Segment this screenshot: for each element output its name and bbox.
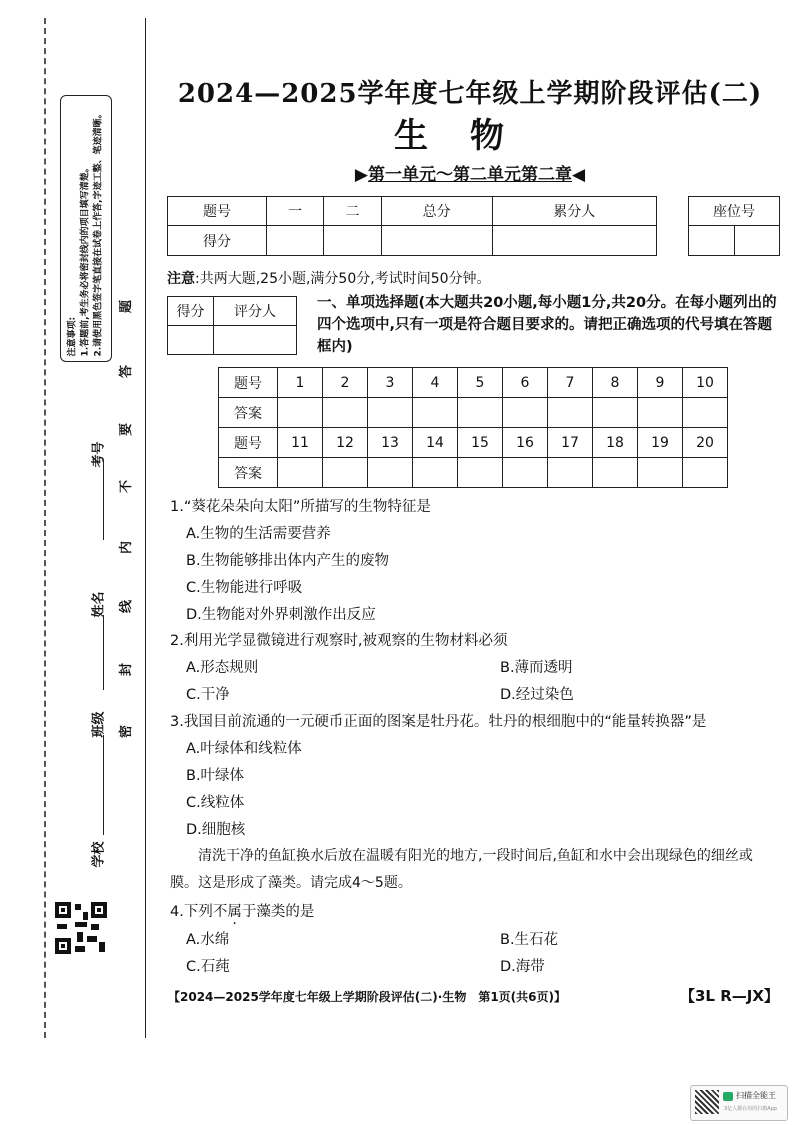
answer-cell[interactable] (458, 398, 503, 428)
exam-no-label: 考号 (91, 441, 107, 468)
question-3-option-b[interactable]: B.叶绿体 (186, 768, 245, 784)
scanner-app-icon (723, 1092, 733, 1101)
seat-table (688, 196, 780, 256)
note-text: :共两大题,25小题,满分50分,考试时间50分钟。 (195, 271, 491, 287)
seal-line (145, 18, 146, 1038)
seat-cell[interactable] (689, 226, 735, 256)
answer-cell[interactable] (368, 458, 413, 488)
answer-cell[interactable] (458, 458, 503, 488)
score-cell[interactable] (324, 226, 381, 256)
question-4-option-c[interactable]: C.石莼 (186, 959, 230, 975)
subject-title: 生物 (394, 116, 546, 156)
question-1-option-c[interactable]: C.生物能进行呼吸 (186, 580, 303, 596)
notice-box (60, 95, 112, 362)
grader-score-cell[interactable] (168, 326, 214, 355)
seal-char: 答 (119, 364, 135, 379)
name-field[interactable] (103, 615, 104, 690)
answer-cell[interactable] (503, 458, 548, 488)
section1-instructions: 一、单项选择题(本大题共20小题,每小题1分,共20分。在每小题列出的四个选项中,只有一项是符合题目要求的。请把正确选项的代号填在答题框内) (317, 295, 777, 355)
seal-char: 线 (119, 599, 135, 614)
score-col-header: 累分人 (492, 197, 656, 226)
answer-cell[interactable] (548, 458, 593, 488)
triangle-left-icon: ◀ (572, 165, 586, 185)
answer-cell[interactable] (638, 458, 683, 488)
score-cell[interactable] (381, 226, 492, 256)
class-field[interactable] (103, 735, 104, 835)
answer-no: 17 (548, 428, 593, 458)
question-2-option-b[interactable]: B.薄而透明 (500, 660, 573, 676)
question-3-option-d[interactable]: D.细胞核 (186, 822, 246, 838)
answer-no: 1 (278, 368, 323, 398)
answer-grid (218, 367, 728, 488)
exam-scope (165, 160, 775, 185)
seal-char: 要 (119, 422, 135, 437)
answer-label-no: 题号 (219, 428, 278, 458)
question-2-option-c[interactable]: C.干净 (186, 687, 230, 703)
question-3-option-c[interactable]: C.线粒体 (186, 795, 245, 811)
page-footer: 【2024—2025学年度七年级上学期阶段评估(二)·生物 第1页(共6页)】 (168, 990, 566, 1004)
answer-cell[interactable] (323, 398, 368, 428)
answer-no: 20 (683, 428, 728, 458)
question-1-stem: 1.“葵花朵朵向太阳”所描写的生物特征是 (170, 499, 431, 515)
score-row-label: 得分 (168, 226, 267, 256)
answer-label-no: 题号 (219, 368, 278, 398)
seal-char: 题 (119, 299, 135, 314)
grader-table (167, 296, 297, 355)
answer-no: 16 (503, 428, 548, 458)
answer-cell[interactable] (683, 398, 728, 428)
question-4-option-b[interactable]: B.生石花 (500, 932, 559, 948)
question-3-stem: 3.我国目前流通的一元硬币正面的图案是牡丹花。牡丹的根细胞中的“能量转换器”是 (170, 714, 707, 730)
question-4-stem-post: 藻类的是 (256, 904, 315, 920)
binding-dashed-line (44, 18, 46, 1038)
exam-title: 2024—2025学年度七年级上学期阶段评估(二) (177, 79, 763, 109)
notice-heading: 注意事项: (67, 316, 78, 356)
answer-cell[interactable] (323, 458, 368, 488)
exam-note (167, 268, 491, 288)
answer-no: 18 (593, 428, 638, 458)
question-2-option-a[interactable]: A.形态规则 (186, 660, 259, 676)
grader-label: 评分人 (214, 297, 297, 326)
reading-passage: 清洗干净的鱼缸换水后放在温暖有阳光的地方,一段时间后,鱼缸和水中会出现绿色的细丝或膜。这是形成了藻类。请完成4～5题。 (170, 848, 753, 891)
answer-no: 14 (413, 428, 458, 458)
seat-label: 座位号 (689, 197, 780, 226)
answer-no: 12 (323, 428, 368, 458)
answer-no: 4 (413, 368, 458, 398)
question-4-emphasis: 不属于 (212, 904, 257, 920)
scope-text: 第一单元～第二单元第二章 (368, 165, 572, 185)
answer-no: 8 (593, 368, 638, 398)
answer-label-ans: 答案 (219, 458, 278, 488)
score-cell[interactable] (267, 226, 324, 256)
score-row-label: 题号 (168, 197, 267, 226)
school-label: 学校 (91, 841, 107, 868)
answer-no: 5 (458, 368, 503, 398)
seal-char: 封 (119, 662, 135, 677)
seal-char: 密 (119, 724, 135, 739)
class-label: 班级 (91, 711, 107, 738)
answer-label-ans: 答案 (219, 398, 278, 428)
triangle-right-icon: ▶ (354, 165, 368, 185)
exam-code: 【3L R—JX】 (680, 987, 779, 1005)
answer-cell[interactable] (278, 398, 323, 428)
notice-text (67, 101, 106, 356)
score-col-header: 总分 (381, 197, 492, 226)
question-2-option-d[interactable]: D.经过染色 (500, 687, 574, 703)
seat-cell[interactable] (734, 226, 780, 256)
answer-cell[interactable] (278, 458, 323, 488)
qr-code-icon (55, 902, 107, 954)
answer-no: 10 (683, 368, 728, 398)
answer-cell[interactable] (413, 398, 458, 428)
scanner-sub: 3亿人都在用的扫描App (724, 1106, 777, 1112)
question-1-option-b[interactable]: B.生物能够排出体内产生的废物 (186, 553, 390, 569)
seal-char: 内 (119, 540, 135, 555)
question-1-option-a[interactable]: A.生物的生活需要营养 (186, 526, 331, 542)
answer-cell[interactable] (593, 398, 638, 428)
answer-cell[interactable] (638, 398, 683, 428)
question-4-stem-pre: 4.下列 (170, 904, 213, 920)
answer-no: 15 (458, 428, 503, 458)
answer-cell[interactable] (368, 398, 413, 428)
note-label: 注意 (167, 271, 195, 287)
score-table (167, 196, 657, 256)
question-4-option-d[interactable]: D.海带 (500, 959, 545, 975)
answer-no: 13 (368, 428, 413, 458)
answer-no: 6 (503, 368, 548, 398)
grader-score-label: 得分 (168, 297, 214, 326)
score-col-header: 二 (324, 197, 381, 226)
scanner-qr-icon (695, 1090, 719, 1114)
name-label: 姓名 (91, 591, 107, 618)
scanner-name: 扫描全能王 (736, 1091, 776, 1100)
score-cell[interactable] (492, 226, 656, 256)
answer-no: 11 (278, 428, 323, 458)
question-4-stem (170, 900, 314, 921)
answer-cell[interactable] (593, 458, 638, 488)
answer-no: 7 (548, 368, 593, 398)
answer-no: 19 (638, 428, 683, 458)
grader-cell[interactable] (214, 326, 297, 355)
seal-char: 不 (119, 479, 135, 494)
exam-no-field[interactable] (103, 460, 104, 540)
question-4-option-a[interactable]: A.水绵 (186, 932, 230, 948)
question-2-stem: 2.利用光学显微镜进行观察时,被观察的生物材料必须 (170, 633, 508, 649)
answer-cell[interactable] (503, 398, 548, 428)
score-col-header: 一 (267, 197, 324, 226)
answer-no: 9 (638, 368, 683, 398)
question-1-option-d[interactable]: D.生物能对外界刺激作出反应 (186, 607, 376, 623)
answer-no: 2 (323, 368, 368, 398)
answer-no: 3 (368, 368, 413, 398)
question-3-option-a[interactable]: A.叶绿体和线粒体 (186, 741, 302, 757)
answer-cell[interactable] (683, 458, 728, 488)
scanner-watermark (690, 1085, 788, 1121)
answer-cell[interactable] (548, 398, 593, 428)
notice-item-2: 2.请使用黑色签字笔直接在试卷上作答,字迹工整、笔迹清晰。 (93, 108, 104, 356)
answer-cell[interactable] (413, 458, 458, 488)
notice-item-1: 1.答题前,考生务必将密封线内的项目填写清楚。 (80, 162, 91, 356)
